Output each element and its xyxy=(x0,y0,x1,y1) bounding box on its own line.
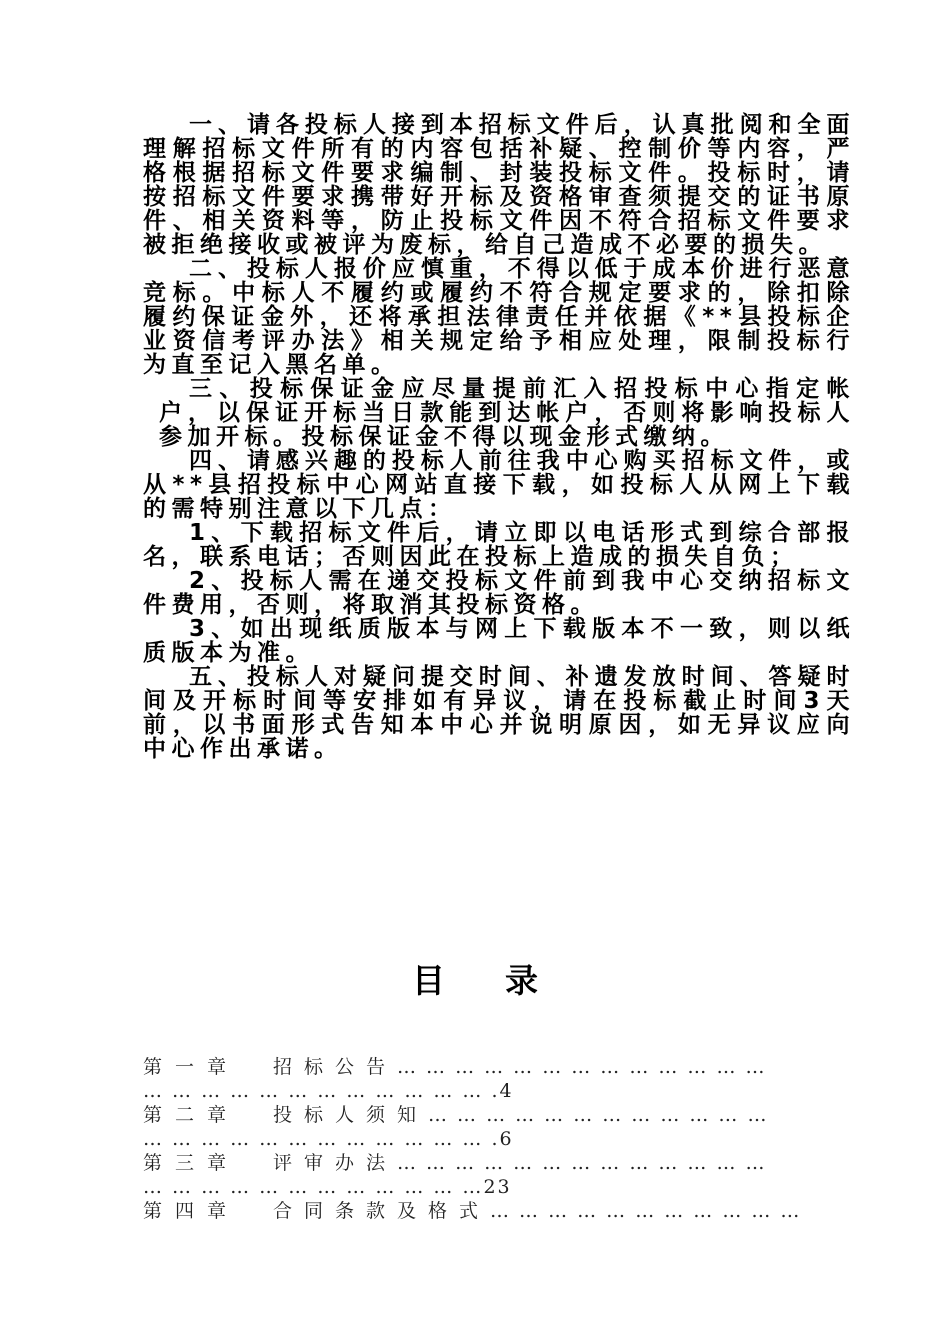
toc-page-number: 4 xyxy=(499,1080,514,1102)
toc-entry-chapter-4[interactable] xyxy=(143,1199,843,1223)
toc-leader-dots: … … … … … … … … … … … … xyxy=(428,1104,769,1126)
toc-chapter-number: 第二章 xyxy=(143,1104,240,1126)
toc-leader-dots: … … … … … … … … … … … … xyxy=(143,1176,484,1198)
toc-page-number: 23 xyxy=(483,1176,512,1198)
toc-chapter-name: 合同条款及格式 xyxy=(273,1200,491,1222)
notice-paragraph-5: 五、投标人对疑问提交时间、补遗发放时间、答疑时间及开标时间等安排如有异议，请在投标截止时间3天前，以书面形式告知本中心并说明原因，如无异议应向中心作出承诺。 xyxy=(143,664,855,762)
toc-leader-dots: … … … … … … … … … … … xyxy=(490,1200,802,1222)
notice-subitem-3: 3、如出现纸质版本与网上下载版本不一致，则以纸质版本为准。 xyxy=(143,616,855,666)
notice-subitem-2: 2、投标人需在递交投标文件前到我中心交纳招标文件费用，否则，将取消其投标资格。 xyxy=(143,568,855,618)
toc-chapter-number: 第四章 xyxy=(143,1200,240,1222)
toc-leader-dots: … … … … … … … … … … … … … xyxy=(397,1056,767,1078)
notice-paragraph-4: 四、请感兴趣的投标人前往我中心购买招标文件，或从**县招投标中心网站直接下载，如投标人从网上下载的需特别注意以下几点： xyxy=(143,448,855,522)
toc-leader-dots: … … … … … … … … … … … … . xyxy=(143,1080,500,1102)
toc-title: 目录 xyxy=(412,961,598,1000)
toc-chapter-number: 第一章 xyxy=(143,1056,240,1078)
toc-chapter-name: 投标人须知 xyxy=(273,1104,429,1126)
toc-entry-chapter-1[interactable] xyxy=(143,1055,843,1103)
toc-leader-dots: … … … … … … … … … … … … . xyxy=(143,1128,500,1150)
toc-entry-chapter-2[interactable] xyxy=(143,1103,843,1151)
notice-paragraph-1: 一、请各投标人接到本招标文件后，认真批阅和全面理解招标文件所有的内容包括补疑、控制价等内容，严格根据招标文件要求编制、封装投标文件。投标时，请按招标文件要求携带好开标及资格审查须提交的证书原件、相关资料等，防止投标文件因不符合招标文件要求被拒绝接收或被评为废标，给自己造成不必要的损失。 xyxy=(143,112,855,258)
toc-chapter-name: 招标公告 xyxy=(273,1056,398,1078)
notice-section xyxy=(143,113,855,761)
toc-chapter-name: 评审办法 xyxy=(273,1152,398,1174)
toc-page-number: 6 xyxy=(499,1128,514,1150)
toc-leader-dots: … … … … … … … … … … … … … xyxy=(397,1152,767,1174)
toc-entry-chapter-3[interactable] xyxy=(143,1151,843,1199)
notice-paragraph-2: 二、投标人报价应慎重，不得以低于成本价进行恶意竞标。中标人不履约或履约不符合规定要求的，除扣除履约保证金外，还将承担法律责任并依据《**县投标企业资信考评办法》相关规定给予相应处理，限制投标行为直至记入黑名单。 xyxy=(143,256,855,378)
notice-paragraph-3: 三、投标保证金应尽量提前汇入招投标中心指定帐户，以保证开标当日款能到达帐户，否则将影响投标人参加开标。投标保证金不得以现金形式缴纳。 xyxy=(159,376,855,450)
notice-subitem-1: 1、下载招标文件后，请立即以电话形式到综合部报名，联系电话；否则因此在投标上造成的损失自负； xyxy=(143,520,855,570)
table-of-contents xyxy=(143,1055,843,1223)
toc-chapter-number: 第三章 xyxy=(143,1152,240,1174)
